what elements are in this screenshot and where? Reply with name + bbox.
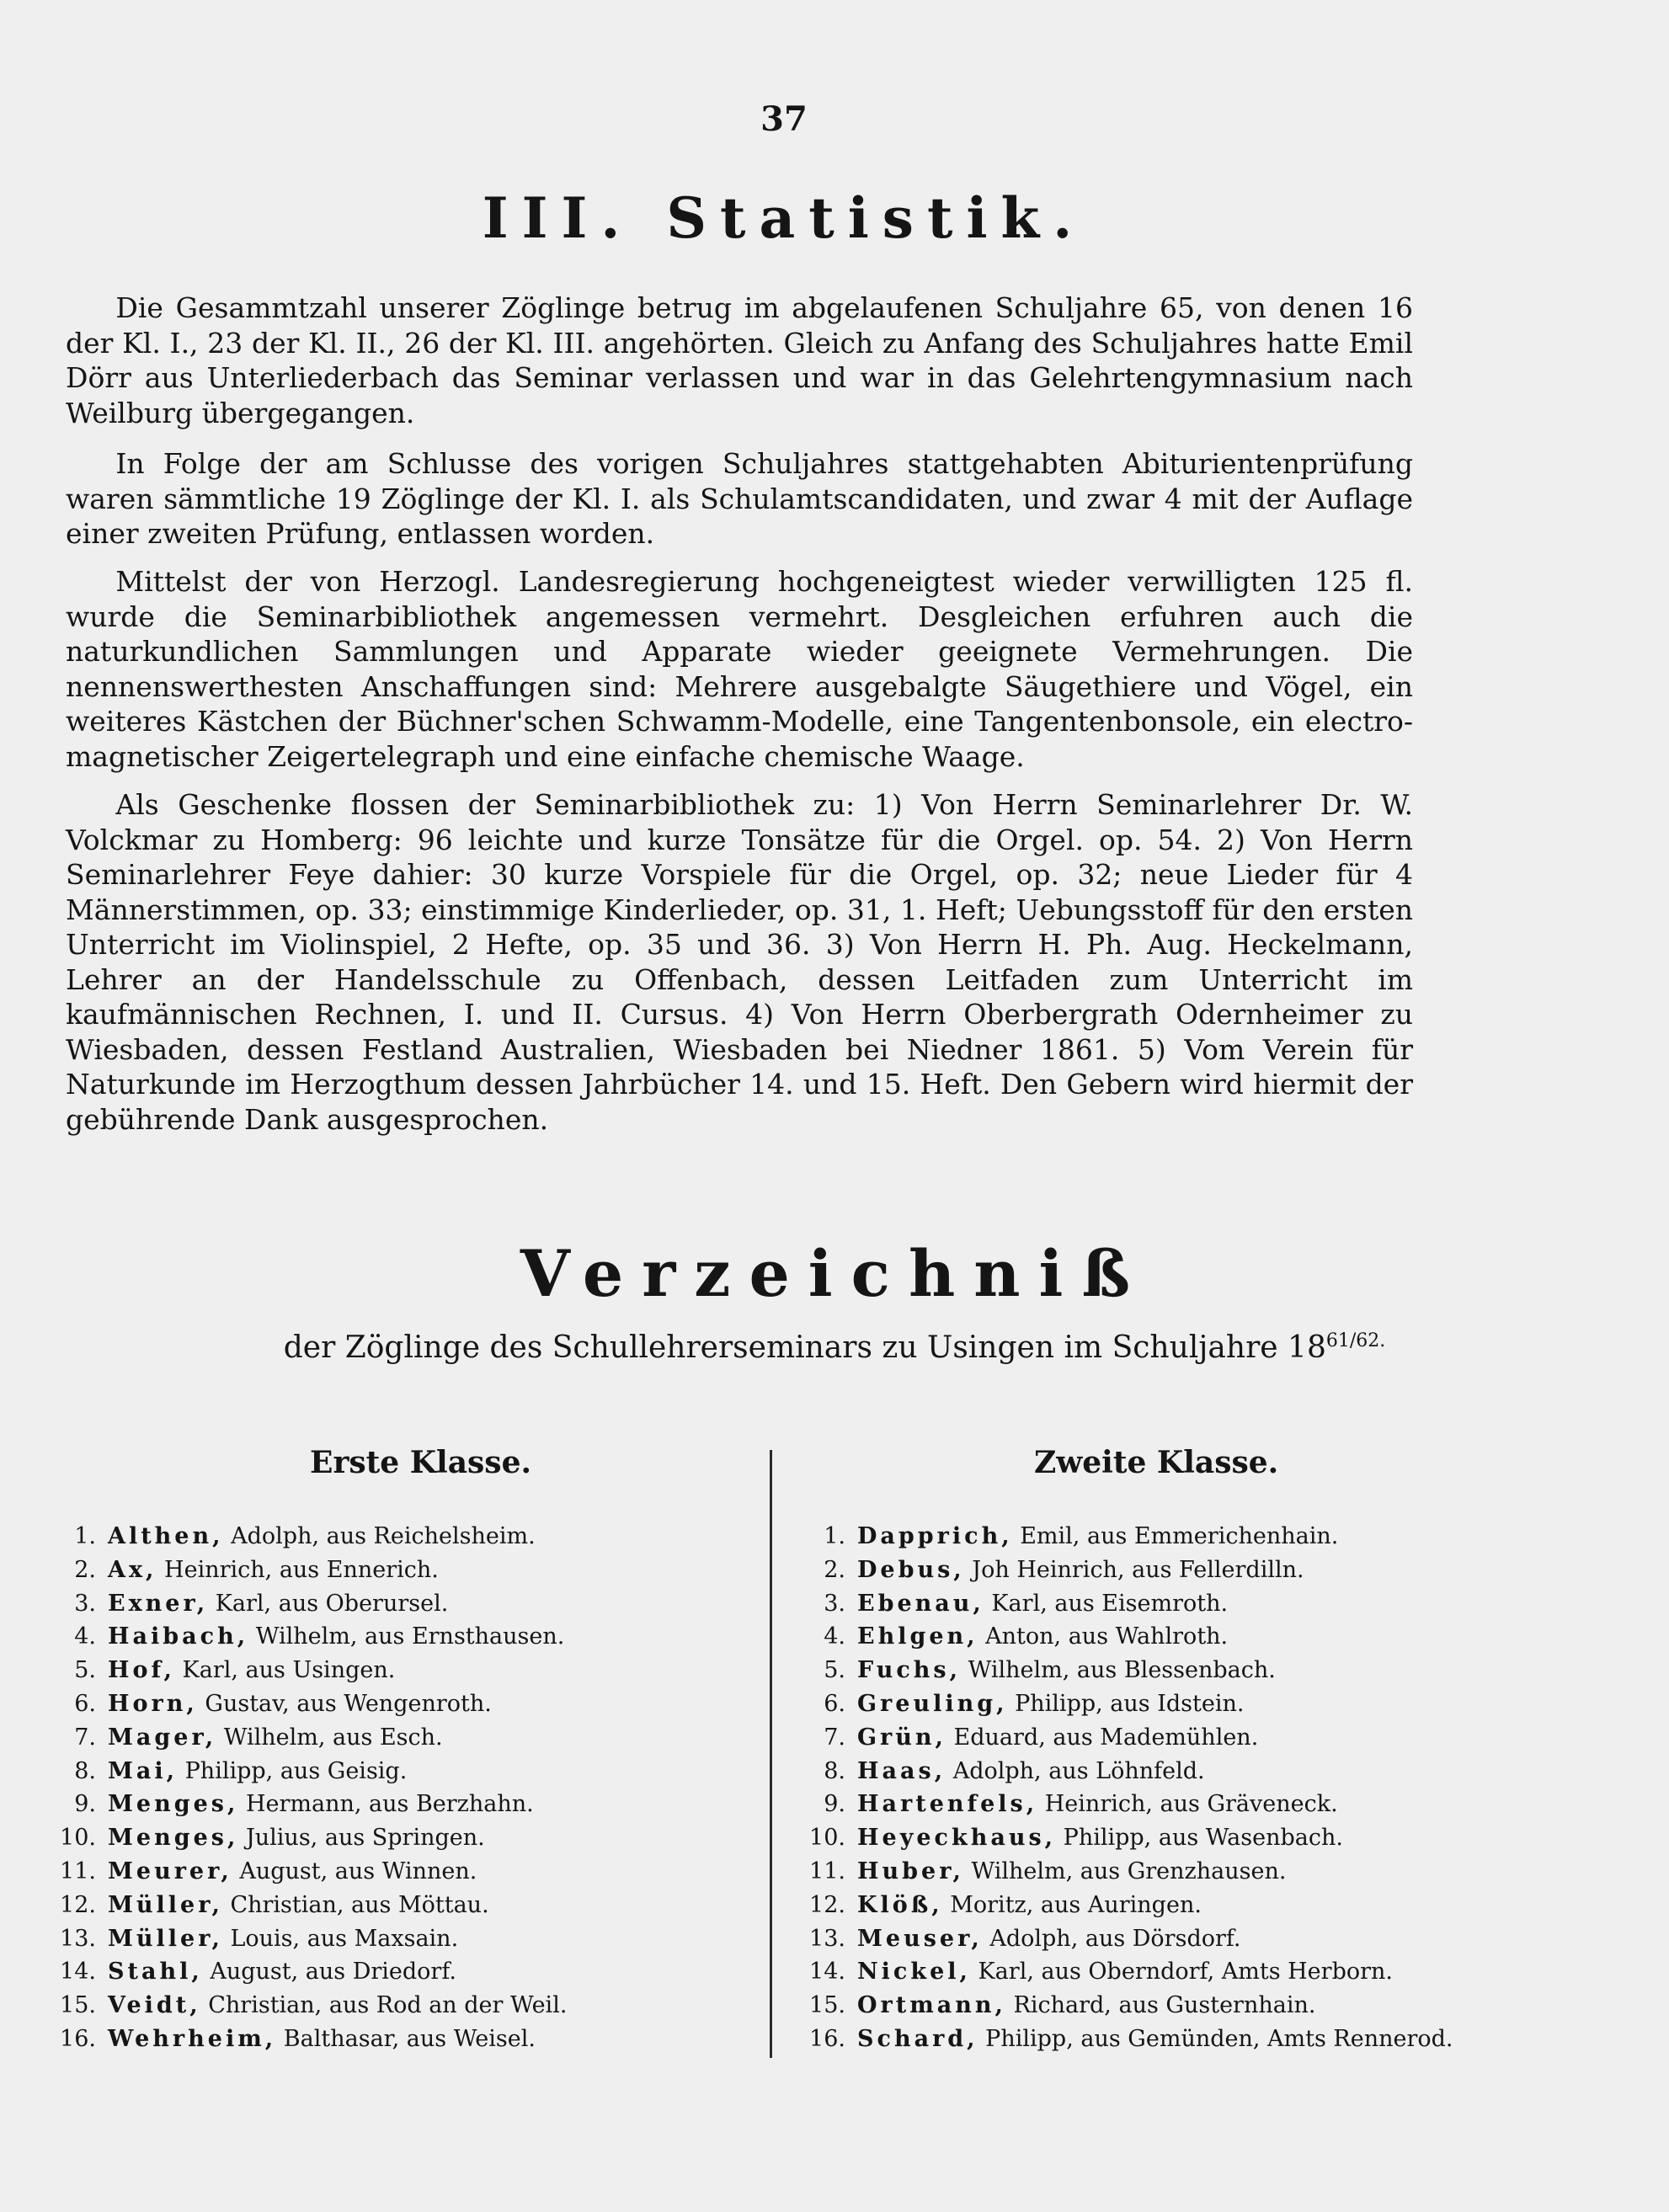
list-item (59, 1587, 758, 1621)
student-surname: Debus, (857, 1556, 965, 1583)
list-item (59, 1554, 758, 1587)
student-surname: Meuser, (857, 1925, 983, 1952)
student-details: August, aus Driedorf. (210, 1959, 456, 1985)
paragraph-donations (66, 787, 1413, 1137)
list-item (808, 1989, 1617, 2023)
list-item (59, 1855, 758, 1889)
item-number: 11. (60, 1858, 96, 1884)
student-surname: Müller, (108, 1891, 223, 1918)
student-surname: Ehlgen, (857, 1623, 978, 1650)
student-details: Gustav, aus Wengenroth. (205, 1690, 492, 1717)
student-surname: Greuling, (857, 1690, 1008, 1717)
item-number: 12. (60, 1891, 96, 1918)
student-details: Adolph, aus Dörsdorf. (989, 1925, 1241, 1952)
student-surname: Schard, (857, 2025, 978, 2052)
student-surname: Wehrheim, (108, 2025, 277, 2052)
item-number: 8. (824, 1757, 845, 1784)
student-details: Joh Heinrich, aus Fellerdilln. (972, 1556, 1304, 1583)
class2-header: Zweite Klasse. (1034, 1445, 1279, 1480)
register-title: Verzeichniß (520, 1236, 1149, 1311)
list-item (59, 1654, 758, 1687)
student-surname: Dapprich, (857, 1523, 1013, 1549)
student-details: August, aus Winnen. (239, 1858, 477, 1884)
student-details: Moritz, aus Auringen. (950, 1891, 1202, 1918)
item-number: 2. (824, 1556, 845, 1583)
list-item (59, 1788, 758, 1821)
paragraph-text: Mittelst der von Herzogl. Landesregierung hochgeneigtest wieder verwilligten 125 fl. wurde die Seminarbibliothek angemessen vermehrt. Desgleichen erfuhren auch die naturkundlichen Sammlungen und Apparate wieder geeignete Vermehrungen. Die nennenswerthesten Anschaffungen sind: Mehrere ausgebalgte Säugethiere und Vögel, ein weiteres Kästchen der Büchner'schen Schwamm-Modelle, eine Tangentenbonsole, ein electro-magnetischer Zeigertelegraph und eine einfache chemische Waage. (66, 565, 1413, 773)
item-number: 15. (809, 1992, 845, 2019)
student-details: Philipp, aus Gemünden, Amts Rennerod. (985, 2025, 1453, 2052)
paragraph-text: In Folge der am Schlusse des vorigen Schuljahres stattgehabten Abiturientenprüfung waren sämmtliche 19 Zöglinge der Kl. I. als Schulamtscandidaten, und zwar 4 mit der Auflage einer zweiten Prüfung, entlassen worden. (66, 447, 1413, 550)
student-surname: Haibach, (108, 1623, 249, 1650)
list-item (59, 1687, 758, 1721)
list-item (59, 1821, 758, 1855)
item-number: 15. (60, 1992, 96, 2019)
student-details: Karl, aus Oberursel. (215, 1590, 449, 1617)
list-item (808, 1922, 1617, 1956)
student-surname: Ax, (108, 1556, 157, 1583)
student-details: Christian, aus Rod an der Weil. (208, 1992, 568, 2019)
list-item (59, 1620, 758, 1654)
item-number: 11. (809, 1858, 845, 1884)
list-item (59, 1955, 758, 1989)
student-details: Wilhelm, aus Esch. (223, 1724, 443, 1751)
item-number: 14. (60, 1959, 96, 1985)
page-number: 37 (760, 99, 808, 139)
student-details: Adolph, aus Reichelsheim. (231, 1523, 536, 1549)
item-number: 9. (74, 1791, 96, 1818)
register-subtitle-text: der Zöglinge des Schullehrerseminars zu Usingen im Schuljahre 18 (283, 1330, 1326, 1365)
item-number: 10. (60, 1825, 96, 1852)
student-surname: Hof, (108, 1657, 175, 1684)
list-item (808, 1520, 1617, 1554)
item-number: 2. (74, 1556, 96, 1583)
student-details: Emil, aus Emmerichenhain. (1020, 1523, 1339, 1549)
item-number: 16. (809, 2025, 845, 2052)
student-details: Eduard, aus Mademühlen. (953, 1724, 1259, 1751)
item-number: 9. (824, 1791, 845, 1818)
list-item (808, 1687, 1617, 1721)
item-number: 5. (824, 1657, 845, 1684)
student-surname: Horn, (108, 1690, 198, 1717)
paragraph-enrollment (66, 290, 1413, 430)
list-item (808, 1721, 1617, 1755)
student-surname: Exner, (108, 1590, 209, 1617)
item-number: 3. (824, 1590, 845, 1617)
student-details: Heinrich, aus Ennerich. (164, 1556, 439, 1583)
paragraph-text: Die Gesammtzahl unserer Zöglinge betrug im abgelaufenen Schuljahre 65, von denen 16 der Kl. I., 23 der Kl. II., 26 der Kl. III. angehörten. Gleich zu Anfang des Schuljahres hatte Emil Dörr aus Unterliederbach das Seminar verlassen und war in das Gelehrtengymnasium nach Weilburg übergegangen. (66, 291, 1413, 429)
list-item (59, 1721, 758, 1755)
list-item (59, 1520, 758, 1554)
student-details: Philipp, aus Idstein. (1015, 1690, 1245, 1717)
student-details: Wilhelm, aus Grenzhausen. (971, 1858, 1287, 1884)
class1-header: Erste Klasse. (310, 1445, 532, 1480)
list-item (808, 1955, 1617, 1989)
student-details: Karl, aus Eisemroth. (991, 1590, 1229, 1617)
student-details: Wilhelm, aus Blessenbach. (968, 1657, 1276, 1684)
item-number: 13. (60, 1925, 96, 1952)
item-number: 14. (809, 1959, 845, 1985)
list-item (808, 1620, 1617, 1654)
item-number: 4. (74, 1623, 96, 1650)
student-surname: Fuchs, (857, 1657, 961, 1684)
paragraph-acquisitions (66, 564, 1413, 774)
register-year-fraction: 61/62. (1325, 1330, 1386, 1351)
list-item (808, 1654, 1617, 1687)
student-surname: Heyeckhaus, (857, 1825, 1057, 1852)
item-number: 6. (74, 1690, 96, 1717)
student-surname: Meurer, (108, 1858, 232, 1884)
student-details: Louis, aus Maxsain. (230, 1925, 459, 1952)
student-surname: Althen, (108, 1523, 224, 1549)
student-details: Philipp, aus Wasenbach. (1063, 1825, 1343, 1852)
student-details: Richard, aus Gusternhain. (1013, 1992, 1316, 2019)
student-details: Karl, aus Oberndorf, Amts Herborn. (978, 1959, 1393, 1985)
list-item (808, 1821, 1617, 1855)
list-item (808, 1855, 1617, 1889)
list-item (808, 1788, 1617, 1821)
student-surname: Ortmann, (857, 1992, 1006, 2019)
list-item (59, 1889, 758, 1922)
item-number: 7. (74, 1724, 96, 1751)
register-subtitle (0, 1330, 1669, 1365)
item-number: 1. (824, 1523, 845, 1549)
student-details: Balthasar, aus Weisel. (283, 2025, 536, 2052)
student-surname: Stahl, (108, 1959, 203, 1985)
student-surname: Müller, (108, 1925, 223, 1952)
student-surname: Mai, (108, 1757, 179, 1784)
student-surname: Menges, (108, 1825, 239, 1852)
student-surname: Klöß, (857, 1891, 943, 1918)
student-details: Julius, aus Springen. (245, 1825, 485, 1852)
student-surname: Grün, (857, 1724, 946, 1751)
item-number: 7. (824, 1724, 845, 1751)
list-item (59, 1989, 758, 2023)
item-number: 12. (809, 1891, 845, 1918)
item-number: 5. (74, 1657, 96, 1684)
item-number: 6. (824, 1690, 845, 1717)
list-item (808, 1755, 1617, 1788)
item-number: 3. (74, 1590, 96, 1617)
list-item (59, 2023, 758, 2056)
item-number: 8. (74, 1757, 96, 1784)
student-details: Heinrich, aus Gräveneck. (1044, 1791, 1338, 1818)
student-surname: Haas, (857, 1757, 946, 1784)
column-divider (770, 1450, 772, 2058)
student-surname: Ebenau, (857, 1590, 984, 1617)
student-surname: Veidt, (108, 1992, 201, 2019)
student-surname: Huber, (857, 1858, 964, 1884)
list-item (808, 1889, 1617, 1922)
item-number: 16. (60, 2025, 96, 2052)
item-number: 10. (809, 1825, 845, 1852)
item-number: 13. (809, 1925, 845, 1952)
list-item (59, 1755, 758, 1788)
paragraph-text: Als Geschenke flossen der Seminarbibliothek zu: 1) Von Herrn Seminarlehrer Dr. W. Volckmar zu Homberg: 96 leichte und kurze Tonsätze für die Orgel. op. 54. 2) Von Herrn Seminarlehrer Feye dahier: 30 kurze Vorspiele für die Orgel, op. 32; neue Lieder für 4 Männerstimmen, op. 33; einstimmige Kinderlieder, op. 31, 1. Heft; Uebungsstoff für den ersten Unterricht im Violinspiel, 2 Hefte, op. 35 und 36. 3) Von Herrn H. Ph. Aug. Heckelmann, Lehrer an der Handelsschule zu Offenbach, dessen Leitfaden zum Unterricht im kaufmännischen Rechnen, I. und II. Cursus. 4) Von Herrn Oberbergrath Odernheimer zu Wiesbaden, dessen Festland Australien, Wiesbaden bei Niedner 1861. 5) Vom Verein für Naturkunde im Herzogthum dessen Jahrbücher 14. und 15. Heft. Den Gebern wird hiermit der gebührende Dank ausgesprochen. (66, 788, 1413, 1136)
class2-student-list (808, 1520, 1617, 2056)
list-item (59, 1922, 758, 1956)
student-details: Wilhelm, aus Ernsthausen. (255, 1623, 565, 1650)
item-number: 4. (824, 1623, 845, 1650)
student-surname: Mager, (108, 1724, 217, 1751)
section-title: III. Statistik. (482, 185, 1086, 251)
student-details: Karl, aus Usingen. (182, 1657, 396, 1684)
list-item (808, 1587, 1617, 1621)
student-details: Anton, aus Wahlroth. (985, 1623, 1229, 1650)
class1-student-list (59, 1520, 758, 2056)
student-details: Adolph, aus Löhnfeld. (952, 1757, 1205, 1784)
list-item (808, 1554, 1617, 1587)
student-details: Christian, aus Möttau. (230, 1891, 489, 1918)
item-number: 1. (74, 1523, 96, 1549)
student-surname: Menges, (108, 1791, 239, 1818)
list-item (808, 2023, 1617, 2056)
student-details: Hermann, aus Berzhahn. (245, 1791, 534, 1818)
student-details: Philipp, aus Geisig. (184, 1757, 408, 1784)
paragraph-graduation (66, 446, 1413, 552)
student-surname: Hartenfels, (857, 1791, 1038, 1818)
student-surname: Nickel, (857, 1959, 971, 1985)
